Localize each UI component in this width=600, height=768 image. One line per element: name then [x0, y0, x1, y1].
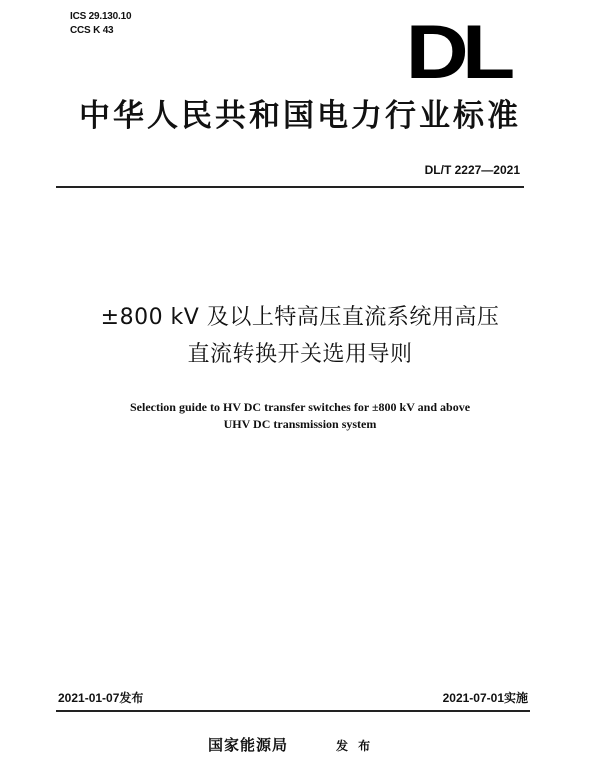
chinese-title-line-2: 直流转换开关选用导则	[187, 342, 413, 367]
organization-title: 中华人民共和国电力行业标准	[79, 98, 521, 134]
issue-date: 2021-01-07发布	[58, 691, 144, 705]
top-divider	[56, 186, 524, 188]
implementation-date: 2021-07-01实施	[442, 691, 528, 705]
english-title-line-1: Selection guide to HV DC transfer switches for ±800 kV and above	[129, 400, 471, 414]
publish-label: 发 布	[336, 739, 374, 753]
chinese-title-line-1: ±800 kV 及以上特高压直流系统用高压	[100, 305, 500, 330]
ics-code: ICS 29.130.10	[70, 11, 132, 22]
publisher-name: 国家能源局	[208, 736, 289, 754]
classification-codes	[70, 10, 131, 38]
dl-logo: DL	[405, 10, 508, 95]
standard-number: DL/T 2227—2021	[424, 163, 520, 177]
bottom-divider	[56, 710, 530, 712]
ccs-code: CCS K 43	[70, 25, 114, 36]
english-title-line-2: UHV DC transmission system	[223, 417, 377, 431]
